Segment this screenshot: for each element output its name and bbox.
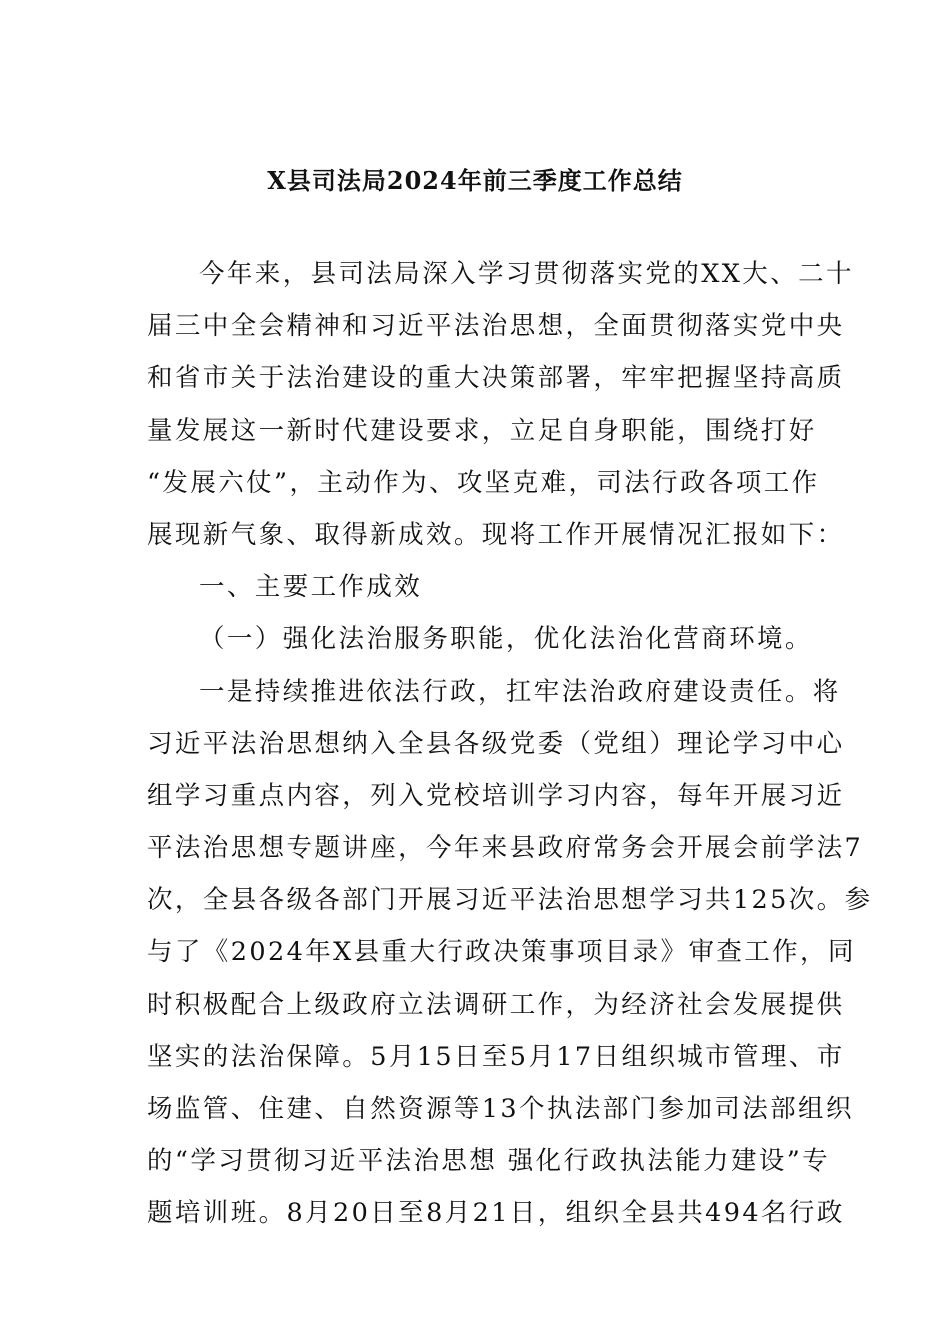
paragraph-line: 和省市关于法治建设的重大决策部署，牢牢把握坚持高质 — [147, 363, 845, 394]
paragraph-line: 平法治思想专题讲座，今年来县政府常务会开展会前学法7 — [147, 833, 864, 864]
paragraph-line: 次，全县各级各部门开展习近平法治思想学习共125次。参 — [147, 885, 873, 916]
paragraph-line: 坚实的法治保障。5月15日至5月17日组织城市管理、市 — [147, 1041, 845, 1072]
paragraph-line: 一是持续推进依法行政，扛牢法治政府建设责任。将 — [199, 676, 841, 707]
paragraph-line: 题培训班。8月20日至8月21日，组织全县共494名行政 — [147, 1198, 845, 1229]
paragraph-line: 的“学习贯彻习近平法治思想 强化行政执法能力建设”专 — [147, 1146, 831, 1177]
paragraph-line: 今年来，县司法局深入学习贯彻落实党的XX大、二十 — [199, 259, 854, 289]
paragraph-line: 量发展这一新时代建设要求，立足自身职能，围绕打好 — [147, 415, 817, 446]
paragraph-line: 习近平法治思想纳入全县各级党委（党组）理论学习中心 — [147, 728, 845, 759]
paragraph-line: 场监管、住建、自然资源等13个执法部门参加司法部组织 — [147, 1094, 854, 1124]
subsection-heading: （一）强化法治服务职能，优化法治化营商环境。 — [199, 624, 813, 655]
document-title: X县司法局2024年前三季度工作总结 — [267, 166, 683, 195]
document-body — [147, 248, 873, 1240]
paragraph-line: 展现新气象、取得新成效。现将工作开展情况汇报如下： — [147, 519, 845, 550]
section-heading: 一、主要工作成效 — [199, 572, 423, 603]
paragraph-line: 与了《2024年X县重大行政决策事项目录》审查工作，同 — [147, 937, 856, 968]
paragraph-line: 届三中全会精神和习近平法治思想，全面贯彻落实党中央 — [147, 311, 845, 342]
paragraph-line: 组学习重点内容，列入党校培训学习内容，每年开展习近 — [147, 780, 845, 811]
paragraph-line: 时积极配合上级政府立法调研工作，为经济社会发展提供 — [147, 989, 845, 1020]
paragraph-line: “发展六仗”，主动作为、攻坚克难，司法行政各项工作 — [147, 467, 820, 498]
